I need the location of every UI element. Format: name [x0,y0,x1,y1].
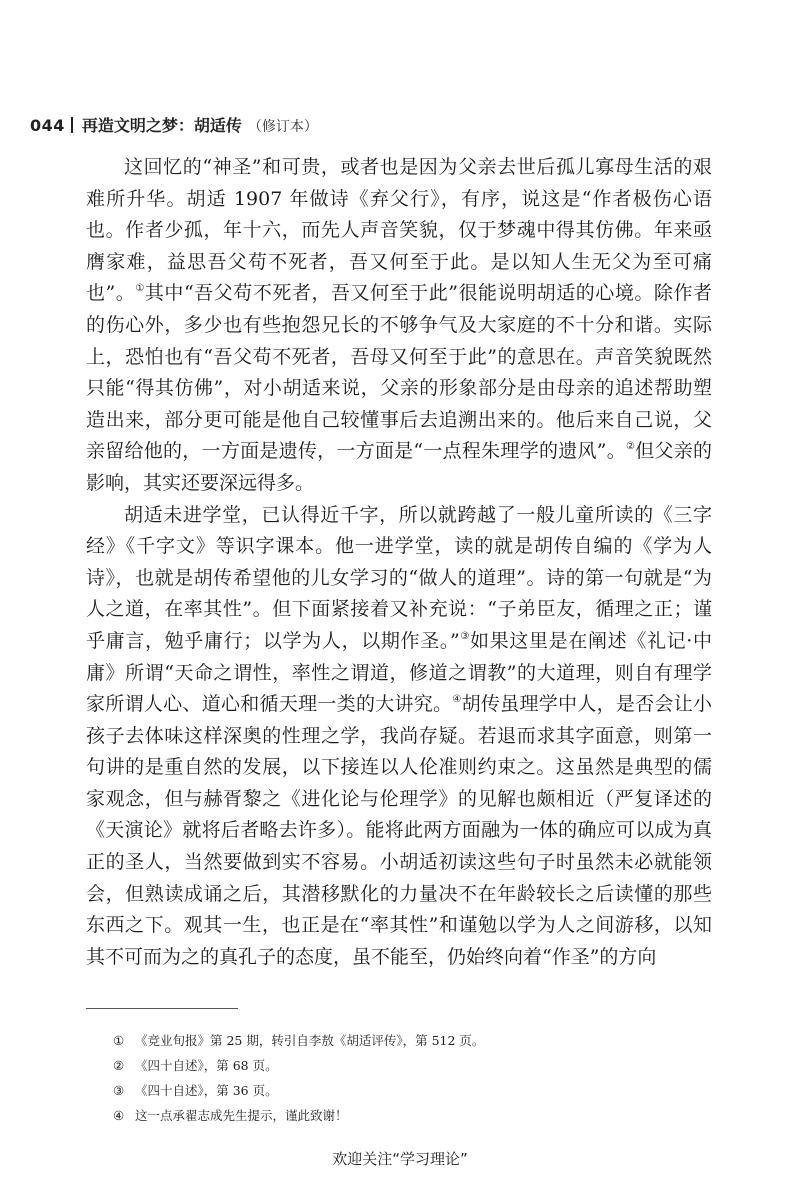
footnote-1: ① 《竞业旬报》第 25 期，转引自李敖《胡适评传》，第 512 页。 [113,1033,485,1048]
footnote-4: ④ 这一点承翟志成先生提示，谨此致谢！ [113,1108,348,1123]
footnote-ref-3[interactable]: ③ [459,630,471,642]
footnote-3: ③ 《四十自述》，第 36 页。 [113,1083,278,1098]
header-divider [71,117,73,133]
book-title: 再造文明之梦：胡适传 [81,116,242,135]
page-footer: 欢迎关注“学习理论” [332,1150,468,1168]
running-header [30,116,318,137]
footnotes [113,1028,713,1128]
paragraph-2: 胡适未进学堂，已认得近千字，所以就跨越了一般儿童所读的《三字经》《千字文》等识字课本。他一进学堂，读的就是胡传自编的《学为人诗》，也就是胡传希望他的儿女学习的“做人的道理”。诗的第一句就是“为人之道，在率其性”。但下面紧接着又补充说：“子弟臣友，循理之正；谨乎庸言，勉乎庸行；以学为人，以期作圣。”③如果这里是在阐述《礼记·中庸》所谓“天命之谓性，率性之谓道，修道之谓教”的大道理，则自有理学家所谓人心、道心和循天理一类的大讲究。④胡传虽理学中人，是否会让小孩子去体味这样深奥的性理之学，我尚存疑。若退而求其字面意，则第一句讲的是重自然的发展，以下接连以人伦准则约束之。这虽然是典型的儒家观念，但与赫胥黎之《进化论与伦理学》的见解也颇相近（严复译述的《天演论》就将后者略去许多）。能将此两方面融为一体的确应可以成为真正的圣人，当然要做到实不容易。小胡适初读这些句子时虽然未必就能领会，但熟读成诵之后，其潜移默化的力量决不在年龄较长之后读懂的那些东西之下。观其一生，也正是在“率其性”和谨勉以学为人之间游移，以知其不可而为之的真孔子的态度，虽不能至，仍始终向着“作圣”的方向 [86,503,713,968]
main-text [86,152,712,973]
page-number: 044 [30,116,65,135]
footnote-ref-4[interactable]: ④ [452,694,462,706]
edition-label: （修订本） [247,119,318,135]
footnote-ref-2[interactable]: ② [625,441,636,453]
footnote-ref-1[interactable]: ① [135,283,145,295]
paragraph-1: 这回忆的“神圣”和可贵，或者也是因为父亲去世后孤儿寡母生活的艰难所升华。胡适 1907 年做诗《弃父行》，有序，说这是“作者极伤心语也。作者少孤，年十六，而先人声音笑貌，仅于梦魂中得其仿佛。年来亟膺家难，益思吾父苟不死者，吾又何至于此。是以知人生无父为至可痛也”。①其中“吾父苟不死者，吾又何至于此”很能说明胡适的心境。除作者的伤心外，多少也有些抱怨兄长的不够争气及大家庭的不十分和谐。实际上，恐怕也有“吾父苟不死者，吾母又何至于此”的意思在。声音笑貌既然只能“得其仿佛”，对小胡适来说，父亲的形象部分是由母亲的追述帮助塑造出来，部分更可能是他自己较懂事后去追溯出来的。他后来自己说，父亲留给他的，一方面是遗传，一方面是“一点程朱理学的遗风”。②但父亲的影响，其实还要深远得多。 [86,156,712,494]
footnote-2: ② 《四十自述》，第 68 页。 [113,1058,278,1073]
footnote-divider [86,1008,238,1009]
